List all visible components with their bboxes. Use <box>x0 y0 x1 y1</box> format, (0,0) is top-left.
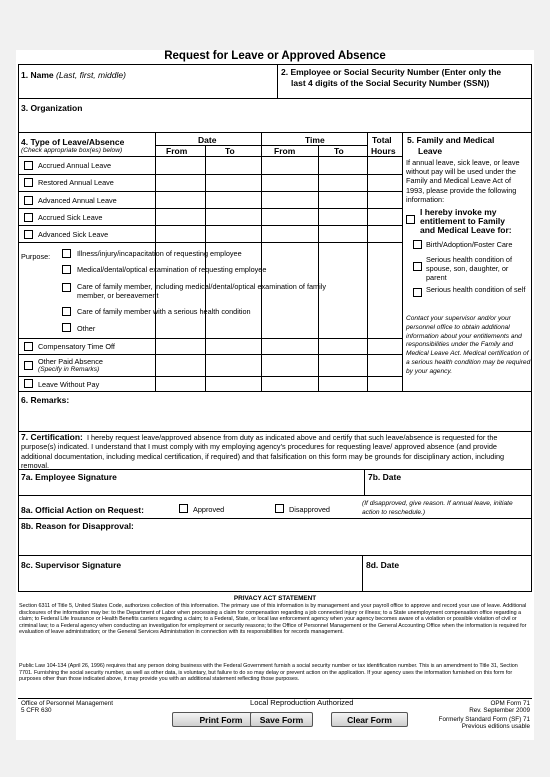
fmla-title-line1: 5. Family and Medical <box>407 135 495 145</box>
fmla-serious-family-checkbox[interactable] <box>413 262 422 271</box>
footer-form-number: OPM Form 71 <box>490 700 530 707</box>
divider <box>18 225 402 226</box>
divider <box>364 469 365 495</box>
compensatory-label: Compensatory Time Off <box>38 342 115 351</box>
divider <box>18 132 532 133</box>
divider <box>362 555 363 592</box>
other-paid-checkbox[interactable] <box>24 361 33 370</box>
certification-text: I hereby request leave/approved absence from duty as indicated above and certify that such leave/absence is requested for the purpose(s) indicated. I understand that I must comply with my employing agency's procedures for requesting leave/ approved absence (and provide additional documentation, including medical certification, if required) and that falsification on this form may be grounds for disciplinary action, including removal. <box>21 433 505 470</box>
privacy-paragraph-2: Public Law 104-134 (April 26, 1996) requires that any person doing business with the Federal Government furnish a social security number or tax identification number. This is an amendment to Title 31, Section 7701. Furnishing the social security number, as well as other data, is voluntary, but failure to do so may delay or prevent action on the application. If your agency uses the information furnished on this form for purposes other than those indicated above, it may provide you with an additional statement reflecting those purposes. <box>19 663 518 683</box>
purpose-other-checkbox[interactable] <box>62 323 71 332</box>
date-from-header: From <box>166 146 188 156</box>
fmla-birth-label: Birth/Adoption/Foster Care <box>426 240 513 249</box>
fmla-invoke-checkbox[interactable] <box>406 215 415 224</box>
purpose-care-checkbox[interactable] <box>62 283 71 292</box>
privacy-paragraph-1: Section 6311 of Title 5, United States Code, authorizes collection of this information. The primary use of this information is by management and your payroll office to approve and record your use of leave. Additional disclosures of the information may be: to the Department of Labor when processing a claim for compensation regarding a job connected injury or illness; to a State unemployment compensation office regarding a claim; to Federal Life Insurance or Health Benefits carriers regarding a claim; to a Federal, State, or local law enforcement agency when your agency becomes aware of a violation or possible violation of civil or criminal law; to a Federal agency when conducting an investigation for employment or security reasons; to the Office of Personnel Management or the General Accounting Office when the information is required for evaluation of leave administration; or the General Services Administration in connection with its responsibilities for records management. <box>19 603 527 636</box>
divider <box>18 469 532 470</box>
purpose-care-label-line1: Care of family member, including medical/dental/optical examination of family <box>77 282 327 291</box>
accrued-annual-label: Accrued Annual Leave <box>38 161 112 170</box>
purpose-illness-checkbox[interactable] <box>62 249 71 258</box>
fmla-serious-self-label: Serious health condition of self <box>426 285 526 294</box>
purpose-other-label: Other <box>77 324 96 333</box>
divider <box>367 132 368 391</box>
purpose-label: Purpose: <box>21 252 51 261</box>
approved-checkbox[interactable] <box>179 504 188 513</box>
divider <box>18 191 402 192</box>
total-header: Total <box>372 135 392 145</box>
time-from-header: From <box>274 146 296 156</box>
divider <box>277 64 278 98</box>
fmla-title-line2: Leave <box>418 146 443 156</box>
disapproved-checkbox[interactable] <box>275 504 284 513</box>
approved-label: Approved <box>193 505 225 514</box>
supervisor-date-field[interactable]: 8d. Date <box>366 560 400 570</box>
print-form-button[interactable]: Print Form <box>172 712 270 727</box>
fmla-invoke-line3: and Medical Leave for: <box>420 225 512 235</box>
fmla-serious-self-checkbox[interactable] <box>413 288 422 297</box>
advanced-sick-label: Advanced Sick Leave <box>38 230 109 239</box>
divider <box>18 174 402 175</box>
divider <box>18 376 402 377</box>
fmla-invoke-line2: entitlement to Family <box>420 216 506 226</box>
divider <box>18 518 532 519</box>
employee-date-field[interactable]: 7b. Date <box>368 472 402 482</box>
accrued-annual-checkbox[interactable] <box>24 161 33 170</box>
compensatory-checkbox[interactable] <box>24 342 33 351</box>
disapproved-label: Disapproved <box>289 505 330 514</box>
purpose-illness-label: Illness/injury/incapacitation of requesting employee <box>77 249 242 258</box>
footer-previous-editions: Previous editions usable <box>461 723 530 730</box>
disapproval-reason-field[interactable]: 8b. Reason for Disapproval: <box>21 521 134 531</box>
remarks-label[interactable]: 6. Remarks: <box>21 395 70 405</box>
footer-formerly: Formerly Standard Form (SF) 71 <box>438 716 530 723</box>
restored-annual-label: Restored Annual Leave <box>38 178 114 187</box>
lwop-checkbox[interactable] <box>24 379 33 388</box>
time-to-header: To <box>334 146 344 156</box>
date-to-header: To <box>225 146 235 156</box>
fmla-serious-family-label: Serious health condition of spouse, son, daughter, or parent <box>426 255 512 282</box>
time-header: Time <box>305 135 325 145</box>
purpose-medical-label: Medical/dental/optical examination of requesting employee <box>77 265 267 274</box>
name-number: 1. <box>21 70 29 80</box>
footer-office: Office of Personnel Management <box>21 700 113 707</box>
ssn-label-line2: last 4 digits of the Social Security Number (SSN)) <box>291 78 490 88</box>
ssn-label-line1[interactable]: 2. Employee or Social Security Number (Enter only the <box>281 67 502 77</box>
purpose-medical-checkbox[interactable] <box>62 265 71 274</box>
employee-signature-field[interactable]: 7a. Employee Signature <box>21 472 117 482</box>
footer-cfr: 5 CFR 630 <box>21 707 52 714</box>
divider <box>18 354 402 355</box>
footer-reproduction: Local Reproduction Authorized <box>250 698 354 707</box>
name-hint: (Last, first, middle) <box>56 70 126 80</box>
save-form-button[interactable]: Save Form <box>250 712 313 727</box>
accrued-sick-checkbox[interactable] <box>24 213 33 222</box>
footer-revision: Rev. September 2009 <box>469 707 530 714</box>
privacy-heading: PRIVACY ACT STATEMENT <box>233 595 317 602</box>
lwop-label: Leave Without Pay <box>38 380 100 389</box>
purpose-care-label-line2: member, or bereavement <box>77 291 159 300</box>
clear-form-button[interactable]: Clear Form <box>331 712 408 727</box>
divider <box>261 132 262 391</box>
official-action-label: 8a. Official Action on Request: <box>21 505 144 515</box>
form-title: Request for Leave or Approved Absence <box>164 50 386 62</box>
advanced-annual-label: Advanced Annual Leave <box>38 196 117 205</box>
divider <box>18 242 402 243</box>
date-header: Date <box>198 135 217 145</box>
accrued-sick-label: Accrued Sick Leave <box>38 213 103 222</box>
fmla-contact-note: Contact your supervisor and/or your personnel office to obtain additional information about your entitlements and responsibilities under the Family and Medical Leave Act. Medical certification of a serious health condition may be required by your agency. <box>406 315 531 375</box>
organization-field[interactable]: 3. Organization <box>21 103 83 113</box>
divider <box>18 156 402 157</box>
fmla-birth-checkbox[interactable] <box>413 240 422 249</box>
disapproval-hint: (If disapproved, give reason. If annual leave, initiate action to reschedule.) <box>362 500 513 516</box>
divider <box>18 431 532 432</box>
name-label[interactable] <box>21 70 126 80</box>
fmla-intro: If annual leave, sick leave, or leave without pay will be used under the Family and Medical Leave Act of 1993, please provide the following information: <box>406 158 520 204</box>
leave-type-hint: (Check appropriate box(es) below) <box>21 147 123 154</box>
advanced-annual-checkbox[interactable] <box>24 196 33 205</box>
supervisor-signature-field[interactable]: 8c. Supervisor Signature <box>21 560 122 570</box>
purpose-care-serious-label: Care of family member with a serious health condition <box>77 307 251 316</box>
divider <box>402 132 403 391</box>
divider <box>155 132 156 391</box>
advanced-sick-checkbox[interactable] <box>24 230 33 239</box>
purpose-care-serious-checkbox[interactable] <box>62 307 71 316</box>
name-text: Name <box>30 70 54 80</box>
fmla-invoke-line1: I hereby invoke my <box>420 207 497 217</box>
certification-label: 7. Certification: <box>21 432 83 442</box>
certification-block <box>21 433 529 470</box>
divider <box>18 555 532 556</box>
other-paid-hint: (Specify in Remarks) <box>38 366 100 373</box>
divider <box>18 338 402 339</box>
divider <box>18 98 532 99</box>
restored-annual-checkbox[interactable] <box>24 178 33 187</box>
divider <box>18 495 532 496</box>
hours-header: Hours <box>371 146 396 156</box>
divider <box>18 391 532 392</box>
leave-type-label: 4. Type of Leave/Absence <box>21 137 125 147</box>
divider <box>18 208 402 209</box>
other-paid-label: Other Paid Absence <box>38 357 103 366</box>
